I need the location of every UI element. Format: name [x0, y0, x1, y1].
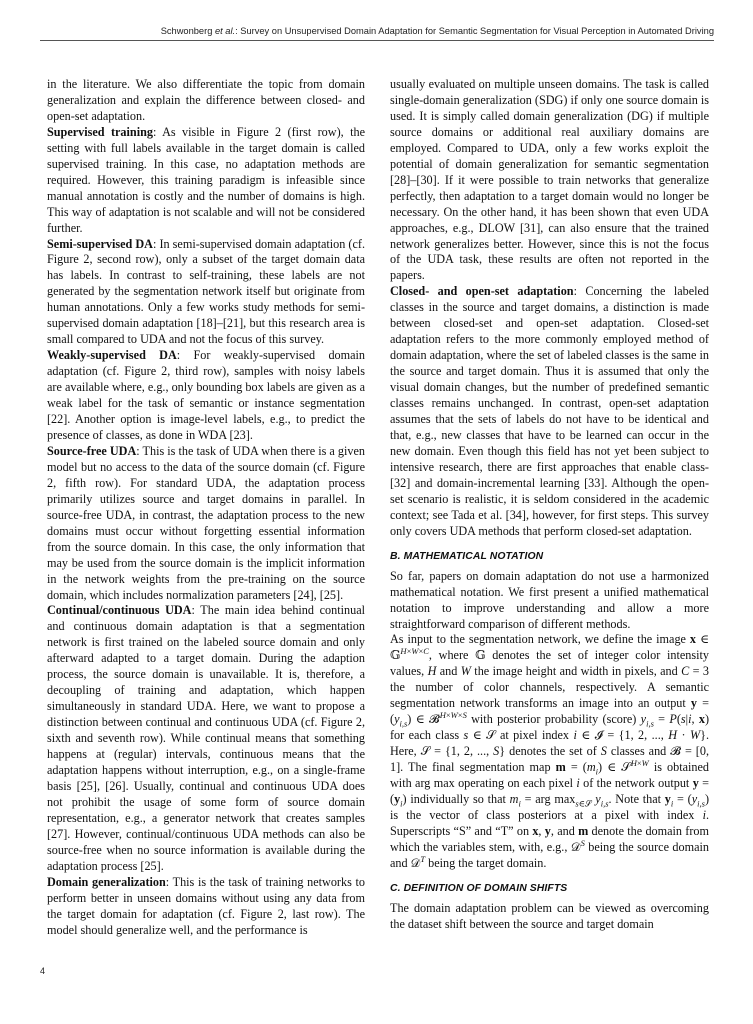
domain-generalization-term: Domain generalization [47, 874, 166, 889]
class-set-formula: 𝒮 = {1, 2, ..., S} [420, 744, 506, 759]
output-definition-formula: $y = (y_{i,s})$ ∈ 𝓑$^{H\times W\times S}$ [390, 696, 710, 729]
domain-generalization-paragraph: Domain generalization: This is the task of training networks to perform better in unseen domains without using any data from the target domain for adaptation (cf. Figure 2, last row). The model should generalize well, and the performance is [47, 874, 365, 937]
score-formula: $y_{i,s} = P(s|i$, x) [640, 712, 709, 729]
section-heading-b: B. MATHEMATICAL NOTATION [390, 550, 544, 562]
closed-open-set-paragraph: Closed- and open-set adaptation: Concerning the labeled classes in the source and target domains, a distinction is made between closed-set and open-set adaptation. Closed-set adaptation refers to the more commonly employed method of domain adaptation, where the set of labeled classes is the same in the source and target domain. Thus it is assumed that only the visual domain changes, but the number of predefined semantic classes remains unchanged. In contrast, open-set adaptation assumes that the sets of labels do not have to be identical and that, e.g., new classes that have to be learned can occur in the new domain. Even though this field has not yet been subject to intensive research, there are first approaches that enable class- [32] and domain-incremental learning [33]. Although the open-set scenario is realistic, it is seldom considered in the academic context; see Tada et al. [34], however, for first steps. This survey only covers UDA methods that perform closed-set adaptation. [390, 284, 710, 538]
domain-shift-paragraph: The domain adaptation problem can be viewed as overcoming the dataset shift between the source and target domain [390, 900, 709, 931]
section-heading-c: C. DEFINITION OF DOMAIN SHIFTS [390, 882, 568, 894]
continual-uda-term: Continual/continuous UDA [47, 603, 192, 618]
argmax-formula: $m_i$ = arg $\max_{s\in 𝒮} y_{i,s}$ [509, 791, 609, 809]
superscript-variables-formula: x, y [532, 823, 551, 838]
dg-continuation-paragraph: usually evaluated on multiple unseen domains. The task is called single-domain generalization (SDG) if only one source domain is used. It is simply called domain generalization (DG) if multiple source domains or additional real auxiliary domains are employed. Compared to UDA, only a few works exploit the potential of domain generalization for semantic segmentation [28]–[30]. If it were possible to train networks that generalize perfectly, then adaptation to a target domain would no longer be necessary. On the other hand, it has been shown that even UDA approaches, e.g., DLOW [31], can also ensure that the trained network generalizes better. However, since this is not the focus of the UDA task, these results are often not reported in the papers. [390, 77, 709, 283]
image-definition-formula: x ∈ 𝔾$^{H\times W\times C}$ [390, 632, 710, 663]
weakly-supervised-term: Weakly-supervised DA [47, 348, 177, 363]
segmentation-map-formula: $m = (m_i)$ ∈ 𝒮$^{H\times W}$ [555, 758, 649, 777]
unit-interval-formula: 𝓑 = [0, 1] [390, 744, 709, 775]
supervised-training-paragraph: Supervised training: As visible in Figure 2 (first row), the setting with full labels available in the target domain is called supervised training. In this case, no adaptation methods are required. However, this training paradigm is infeasible since manual annotation is costly and the number of domains is high. This way of adaptation is not scalable and will not be considered further. [47, 124, 365, 235]
channel-count-formula: C = 3 [681, 664, 710, 679]
notation-definitions-paragraph: As input to the segmentation network, we define the image x ∈ 𝔾$^{H\times W\times C}$, where 𝔾 denotes the set of integer color intensity values, H and W the image height and width in pixels, and C = 3 the number of color channels, respectively. A semantic segmentation network transforms an image into an output $y = (y_{i,s})$ ∈ 𝓑$^{H\times W\times S}$ with posterior probability (score) $y_{i,s} = P(s|i$, x) for each class s ∈ 𝒮 at pixel index i ∈ 𝓘 = {1, 2, ..., H · W}. Here, 𝒮 = {1, 2, ..., S} denotes the set of S classes and 𝓑 = [0, 1]. The final segmentation map $m = (m_i)$ ∈ 𝒮$^{H\times W}$ is obtained with arg max operating on each pixel i of the network output $y = (y_i)$ individually so that $m_i$ = arg $\max_{s\in 𝒮} y_{i,s}$. Note that $y_i = (y_{i,s})$ is the vector of class posteriors at a pixel with index i. Superscripts “S” and “T” on x, y, and m denote the domain from which the variables stem, with, e.g., 𝒟$^S$ being the source domain and 𝒟$^T$ being the target domain. [390, 632, 710, 870]
semi-supervised-paragraph: Semi-supervised DA: In semi-supervised domain adaptation (cf. Figure 2, second row), only a subset of the target domain data has labels. In contrast to self-training, these labels are not generated by the segmentation network itself but originate from human annotations. Only a few works study methods for semi-supervised domain adaptation [18]–[21], but this research area is small compared to UDA and not the focus of this survey. [47, 236, 365, 347]
left-column [47, 77, 365, 938]
semi-supervised-term: Semi-supervised DA [47, 236, 153, 251]
notation-intro-paragraph: So far, papers on domain adaptation do not use a harmonized mathematical notation. We first present a unified mathematical notation to improve understanding and allow a more straightforward comparison of different methods. [390, 568, 709, 631]
target-domain-symbol: 𝒟$^T$ [410, 853, 426, 870]
source-free-term: Source-free UDA [47, 443, 137, 458]
network-output-formula: $y = (y_i)$ [390, 776, 710, 809]
source-free-paragraph: Source-free UDA: This is the task of UDA when there is a given model but no access to the data of the source domain (cf. Figure 2, fifth row). For standard UDA, the adaptation process primarily utilizes source and target domains in parallel. In source-free UDA, in contrast, the adaptation process to the new domains must occur without forgetting essential information from the source domain. In this case, the only information that may be used from the source domain is the implicit information in the network weights from the pre-training on the source domain, which includes normalization parameters [24], [25]. [47, 443, 365, 602]
pixel-index-formula: i ∈ 𝓘 = {1, 2, ..., H · W} [573, 728, 706, 743]
running-header: Schwonberg et al.: Survey on Unsupervised Domain Adaptation for Semantic Segmentation for Visual Perception in Automated Driving [40, 24, 714, 41]
continual-uda-paragraph: Continual/continuous UDA: The main idea behind continual and continuous domain adaptation is that a segmentation network is first trained on the labeled source domain and only afterward adapted to a target domain. During the adaption process, the source domain is unavailable. It is, therefore, a decoupling of training and adaptation, which happen simultaneously in standard UDA. Here, we want to propose a distinction between continual and continuous UDA (cf. Figure 2, sixth and seventh row). While continual means that something happens at (regular) intervals, continuous means that the adaptation happens without interruption, e.g., on a single-frame basis [25], [26]. Usually, continual and continuous UDA does not prohibit the usage of some form of source domain representation, e.g., a generator network that creates samples [27]. However, continual/continuous UDA methods can also be source-free when no source information is available during the adaptation process [25]. [47, 603, 365, 873]
intro-paragraph-end: in the literature. We also differentiate the topic from domain generalization and explain the difference between closed- and open-set adaptation. [47, 77, 365, 123]
page-number: 4 [40, 966, 46, 976]
argmax-operator: arg max [415, 776, 455, 791]
class-membership-formula: s ∈ 𝒮 [463, 728, 496, 743]
closed-open-set-term: Closed- and open-set adaptation [390, 284, 574, 299]
class-posterior-formula: $y_i = (y_{i,s})$ [664, 791, 710, 809]
right-column [390, 77, 709, 933]
weakly-supervised-paragraph: Weakly-supervised DA: For weakly-supervised domain adaptation (cf. Figure 2, third row), samples with noisy labels are available where, e.g., only bounding box labels are given as a weak label for the task of semantic or instance segmentation [22]. Another option is image-level labels, e.g., to predict the presence of classes, as done in WDA [23]. [47, 348, 366, 442]
supervised-training-term: Supervised training [47, 124, 153, 139]
source-domain-symbol: 𝒟$^S$ [570, 837, 585, 854]
